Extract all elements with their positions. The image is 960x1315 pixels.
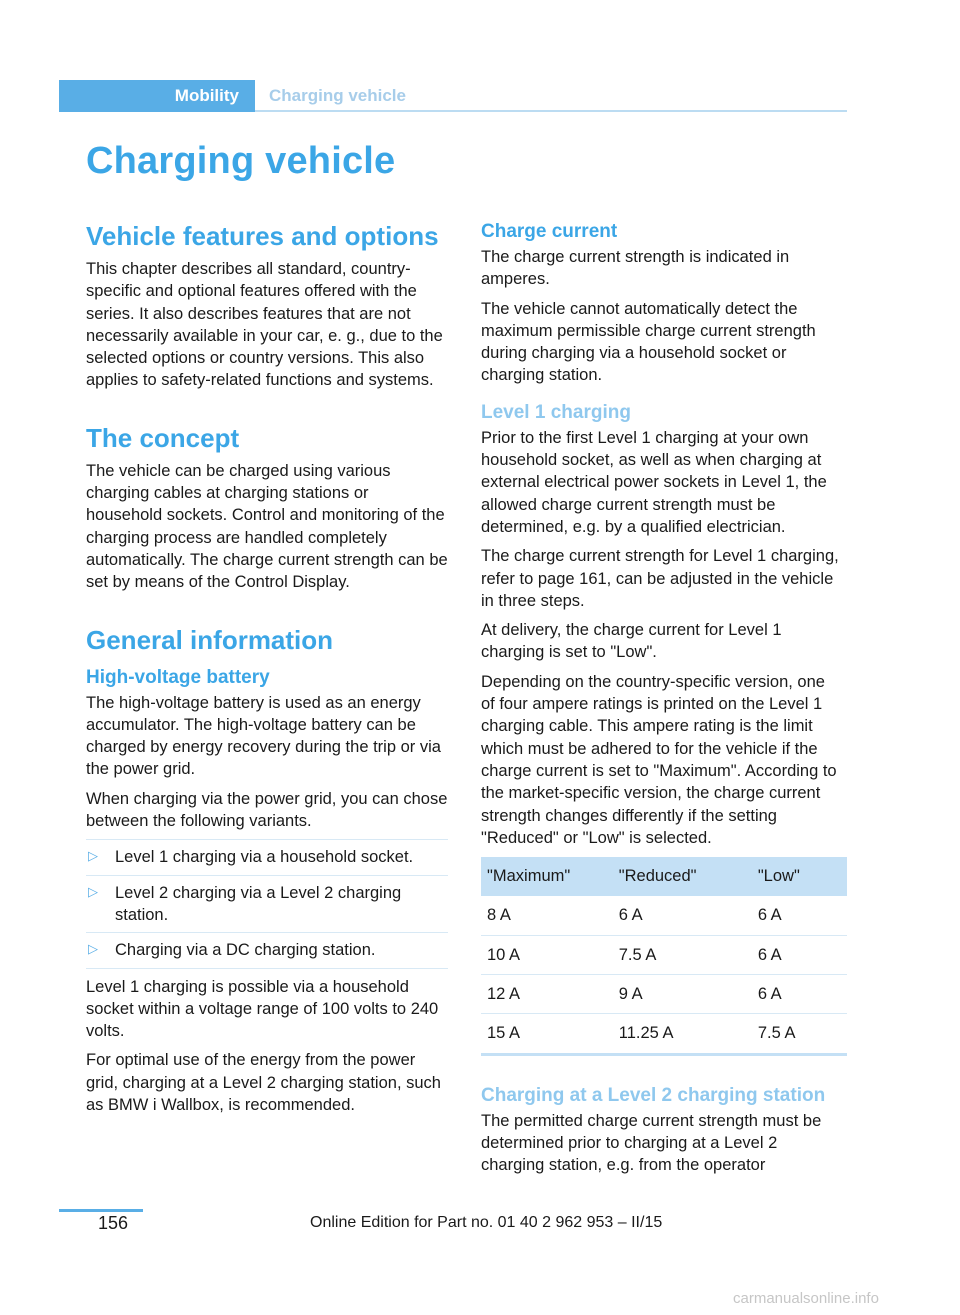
- features-text: This chapter describes all standard, country-specific and optional features offered with the series. It also describes features that are not necessarily available in your car, e. g., due to the selected options or country versions. This also applies to safety-related functions and systems.: [86, 260, 443, 390]
- table-cell: 11.25 A: [613, 1014, 752, 1054]
- battery-paragraph-4: For optimal use of the energy from the power grid, charging at a Level 2 charging station, such as BMW i Wallbox, is recommended.: [86, 1051, 441, 1115]
- watermark: carmanualsonline.info: [733, 1290, 879, 1307]
- concept-heading: The concept: [86, 422, 240, 453]
- table-row: [481, 935, 847, 974]
- page-title: Charging vehicle: [86, 140, 396, 182]
- header-breadcrumb: Charging vehicle: [269, 86, 406, 105]
- concept-text: The vehicle can be charged using various charging cables at charging stations or household sockets. Control and monitoring of the charging process are handled completely automatically. The charge current strength can be set by means of the Control Display.: [86, 461, 448, 592]
- level1-paragraph-2: The charge current strength for Level 1 charging, refer to page 161, can be adjusted in the vehicle in three steps.: [481, 547, 839, 610]
- features-heading: Vehicle features and options: [86, 221, 439, 251]
- table-row: [481, 1014, 847, 1054]
- charge-current-paragraph-1: The charge current strength is indicated in amperes.: [481, 248, 790, 289]
- page-number: 156: [98, 1213, 129, 1233]
- level1-heading: Level 1 charging: [481, 401, 631, 423]
- level2-heading: Charging at a Level 2 charging station: [481, 1084, 826, 1106]
- table-cell: 6 A: [613, 896, 752, 935]
- battery-paragraph-2: When charging via the power grid, you can chose between the following variants.: [86, 789, 448, 831]
- table-cell: 9 A: [613, 975, 752, 1014]
- table-row: [481, 896, 847, 935]
- charge-current-paragraph-2: The vehicle cannot automatically detect the maximum permissible charge current strength during charging via a household socket or charging station.: [481, 299, 816, 385]
- table-cell: 6 A: [752, 935, 847, 974]
- table-cell: 10 A: [481, 935, 613, 974]
- header-rule: [255, 110, 847, 112]
- battery-paragraph-1: The high-voltage battery is used as an energy accumulator. The high-voltage battery can be charged by energy recovery during the trip or via the power grid.: [86, 693, 441, 779]
- footer-rule: [59, 1209, 143, 1212]
- table-cell: 12 A: [481, 975, 613, 1014]
- level1-paragraph-1: Prior to the first Level 1 charging at your own household socket, as well as when charging at external electrical power sockets in Level 1, the allowed charge current strength must be determined, e.g. by a qualified electrician.: [481, 428, 827, 536]
- level1-paragraph-4: Depending on the country-specific version, one of four ampere ratings is printed on the Level 1 charging cable. This ampere rating is the limit which must be adhered to for the vehicle if the charge current is set to "Maximum". According to the market-specific version, the charge current strength changes differently if the setting "Reduced" or "Low" is selected.: [481, 672, 837, 847]
- column-header-reduced: "Reduced": [613, 857, 752, 896]
- edition-note: Online Edition for Part no. 01 40 2 962 953 – II/15: [310, 1214, 663, 1231]
- level2-paragraph-1: The permitted charge current strength must be determined prior to charging at a Level 2 charging station, e.g. from the operator: [481, 1111, 822, 1175]
- table-header-row: [481, 857, 847, 896]
- triangle-bullet-icon: ▷: [88, 848, 98, 864]
- triangle-bullet-icon: ▷: [88, 883, 98, 899]
- ampere-ratings-table: [481, 857, 847, 1055]
- table-cell: 7.5 A: [752, 1014, 847, 1054]
- triangle-bullet-icon: ▷: [88, 941, 98, 957]
- list-item: ▷ Level 1 charging via a household socket.: [86, 839, 448, 875]
- battery-heading: High-voltage battery: [86, 666, 270, 688]
- column-header-maximum: "Maximum": [481, 857, 613, 896]
- column-header-low: "Low": [752, 857, 847, 896]
- battery-paragraph-3: Level 1 charging is possible via a household socket within a voltage range of 100 volts to 240 volts.: [86, 977, 439, 1041]
- table-cell: 15 A: [481, 1014, 613, 1054]
- left-column: [86, 220, 448, 1123]
- table-cell: 6 A: [752, 975, 847, 1014]
- table-row: [481, 975, 847, 1014]
- header-section-tab: Mobility: [59, 80, 255, 112]
- charge-current-heading: Charge current: [481, 221, 618, 242]
- table-cell: 7.5 A: [613, 935, 752, 974]
- list-item: ▷ Charging via a DC charging station.: [86, 933, 448, 968]
- variants-list: [86, 839, 448, 968]
- page-header: [59, 80, 847, 112]
- table-cell: 6 A: [752, 896, 847, 935]
- right-column: [481, 220, 843, 1184]
- level1-paragraph-3: At delivery, the charge current for Level 1 charging is set to "Low".: [481, 621, 782, 662]
- table-cell: 8 A: [481, 896, 613, 935]
- list-item: ▷ Level 2 charging via a Level 2 charging station.: [86, 876, 448, 934]
- general-heading: General information: [86, 624, 334, 655]
